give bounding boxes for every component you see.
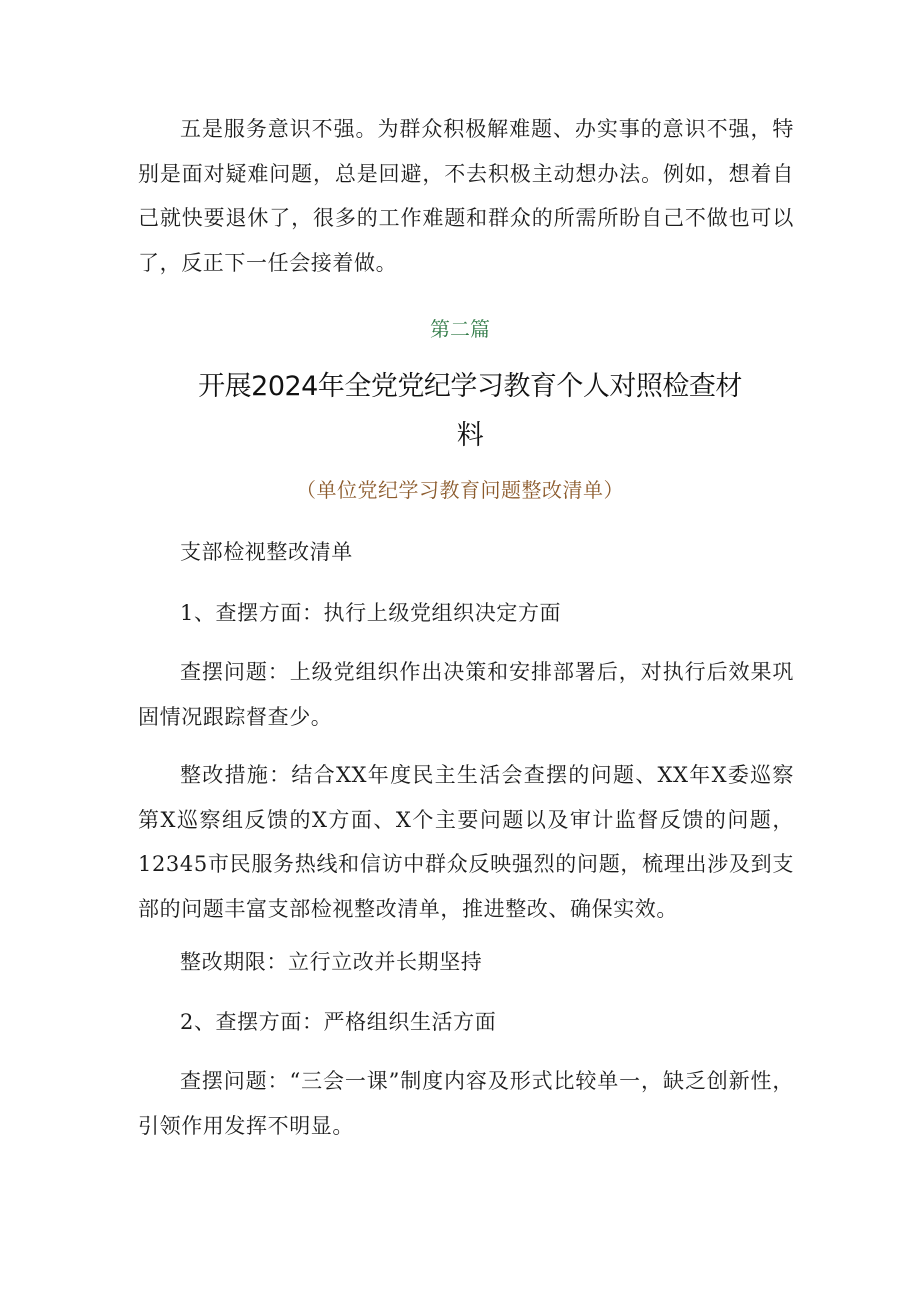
item1-deadline: 整改期限：立行立改并长期坚持 bbox=[180, 950, 483, 974]
section-heading: 支部检视整改清单 bbox=[180, 540, 353, 564]
section-label: 第二篇 bbox=[430, 317, 490, 341]
item2-aspect: 2、查摆方面：严格组织生活方面 bbox=[180, 1010, 497, 1034]
item1-aspect: 1、查摆方面：执行上级党组织决定方面 bbox=[180, 601, 562, 625]
main-title: 开展2024年全党党纪学习教育个人对照检查材料 bbox=[198, 371, 742, 451]
intro-paragraph: 五是服务意识不强。为群众积极解难题、办实事的意识不强，特别是面对疑难问题，总是回避，不去积极主动想办法。例如，想着自己就快要退休了，很多的工作难题和群众的所需所盼自己不做也可以了，反正下一任会接着做。 bbox=[138, 117, 794, 275]
item1-problem: 查摆问题：上级党组织作出决策和安排部署后，对执行后效果巩固情况跟踪督查少。 bbox=[138, 660, 794, 729]
item1-measures: 整改措施：结合XX年度民主生活会查摆的问题、XX年X委巡察第X巡察组反馈的X方面、X个主要问题以及审计监督反馈的问题，12345市民服务热线和信访中群众反映强烈的问题，梳理出涉及到支部的问题丰富支部检视整改清单，推进整改、确保实效。 bbox=[138, 763, 794, 921]
item2-problem: 查摆问题：“三会一课”制度内容及形式比较单一，缺乏创新性，引领作用发挥不明显。 bbox=[138, 1069, 794, 1138]
subtitle: （单位党纪学习教育问题整改清单） bbox=[296, 478, 624, 502]
